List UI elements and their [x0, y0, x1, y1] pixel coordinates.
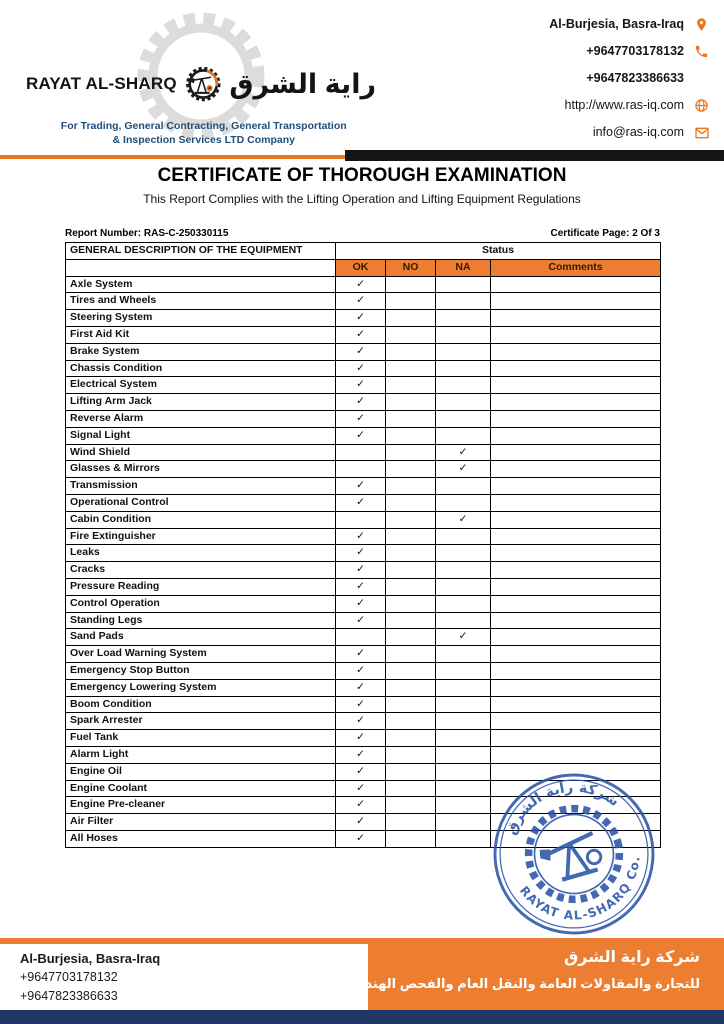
status-cell-ok: [336, 444, 386, 461]
status-cell-no: [386, 528, 436, 545]
status-cell-no: [386, 511, 436, 528]
comment-cell: [491, 377, 661, 394]
document-title: CERTIFICATE OF THOROUGH EXAMINATION: [157, 165, 567, 186]
status-cell-na: [436, 360, 491, 377]
equipment-item-label: Electrical System: [66, 377, 336, 394]
status-cell-no: [386, 662, 436, 679]
status-cell-ok: ✓: [336, 360, 386, 377]
contact-text: +9647703178132: [586, 44, 684, 58]
status-cell-na: ✓: [436, 461, 491, 478]
contact-line: [586, 43, 710, 60]
table-row: [66, 427, 661, 444]
table-row: [66, 646, 661, 663]
tagline-line-1: For Trading, General Contracting, General Transportation: [60, 120, 347, 132]
table-row: [66, 578, 661, 595]
column-header-no: NO: [386, 259, 436, 276]
contact-text: +9647823386633: [586, 71, 684, 85]
status-cell-na: [436, 326, 491, 343]
status-cell-ok: ✓: [336, 763, 386, 780]
equipment-item-label: Reverse Alarm: [66, 410, 336, 427]
status-cell-na: [436, 394, 491, 411]
comment-cell: [491, 713, 661, 730]
comment-cell: [491, 293, 661, 310]
equipment-item-label: Boom Condition: [66, 696, 336, 713]
stamp-text-english: RAYAT AL-SHARQ Co.: [516, 854, 643, 923]
contact-line: [586, 70, 710, 87]
table-header-row-2: [66, 259, 661, 276]
equipment-item-label: Operational Control: [66, 494, 336, 511]
company-name-ar: راية الشرق: [229, 68, 376, 99]
tagline-line-2: & Inspection Services LTD Company: [112, 133, 295, 146]
contact-text: http://www.ras-iq.com: [564, 98, 684, 112]
status-cell-ok: ✓: [336, 830, 386, 847]
equipment-item-label: Cabin Condition: [66, 511, 336, 528]
equipment-item-label: Alarm Light: [66, 746, 336, 763]
status-cell-na: [436, 545, 491, 562]
equipment-item-label: Air Filter: [66, 814, 336, 831]
table-row: [66, 746, 661, 763]
table-header-row-1: [66, 243, 661, 260]
status-cell-ok: [336, 629, 386, 646]
equipment-item-label: Pressure Reading: [66, 578, 336, 595]
comment-cell: [491, 494, 661, 511]
status-cell-ok: ✓: [336, 646, 386, 663]
empty-header-cell: [66, 259, 336, 276]
comment-cell: [491, 629, 661, 646]
comment-cell: [491, 545, 661, 562]
status-cell-ok: ✓: [336, 293, 386, 310]
equipment-item-label: Leaks: [66, 545, 336, 562]
status-cell-no: [386, 646, 436, 663]
table-row: [66, 730, 661, 747]
equipment-item-label: Fuel Tank: [66, 730, 336, 747]
status-cell-ok: ✓: [336, 545, 386, 562]
status-cell-ok: ✓: [336, 394, 386, 411]
table-row: [66, 696, 661, 713]
bottom-navy-bar: [0, 1010, 724, 1024]
status-cell-no: [386, 410, 436, 427]
status-cell-ok: ✓: [336, 494, 386, 511]
comment-cell: [491, 646, 661, 663]
no-icon: [693, 70, 710, 87]
table-row: [66, 511, 661, 528]
table-row: [66, 394, 661, 411]
status-cell-ok: ✓: [336, 679, 386, 696]
status-cell-ok: ✓: [336, 343, 386, 360]
status-cell-no: [386, 293, 436, 310]
status-cell-ok: ✓: [336, 310, 386, 327]
status-cell-no: [386, 478, 436, 495]
comment-cell: [491, 326, 661, 343]
contact-text: info@ras-iq.com: [592, 125, 684, 139]
status-cell-na: [436, 276, 491, 293]
table-row: [66, 528, 661, 545]
equipment-item-label: Signal Light: [66, 427, 336, 444]
table-row: [66, 444, 661, 461]
contact-line: [593, 124, 710, 141]
equipment-item-label: Spark Arrester: [66, 713, 336, 730]
report-meta: [65, 228, 660, 239]
stamp-pumpjack-icon: [538, 833, 605, 886]
status-cell-ok: [336, 461, 386, 478]
status-cell-ok: ✓: [336, 377, 386, 394]
table-row: [66, 461, 661, 478]
comment-cell: [491, 478, 661, 495]
status-cell-ok: ✓: [336, 276, 386, 293]
status-cell-na: [436, 612, 491, 629]
status-cell-no: [386, 713, 436, 730]
certificate-page-label: Certificate Page: 2 Of 3: [550, 228, 660, 239]
status-cell-ok: ✓: [336, 427, 386, 444]
status-cell-na: [436, 662, 491, 679]
status-cell-na: [436, 310, 491, 327]
status-cell-no: [386, 494, 436, 511]
comment-cell: [491, 679, 661, 696]
comment-cell: [491, 595, 661, 612]
column-header-ok: OK: [336, 259, 386, 276]
status-cell-no: [386, 276, 436, 293]
equipment-item-label: Over Load Warning System: [66, 646, 336, 663]
table-row: [66, 326, 661, 343]
status-cell-no: [386, 612, 436, 629]
status-cell-ok: ✓: [336, 696, 386, 713]
status-cell-ok: ✓: [336, 612, 386, 629]
equipment-item-label: Engine Coolant: [66, 780, 336, 797]
phone-icon: [693, 43, 710, 60]
status-cell-no: [386, 595, 436, 612]
equipment-item-label: Engine Oil: [66, 763, 336, 780]
status-cell-ok: ✓: [336, 578, 386, 595]
table-row: [66, 662, 661, 679]
comment-cell: [491, 578, 661, 595]
status-cell-no: [386, 545, 436, 562]
equipment-item-label: Tires and Wheels: [66, 293, 336, 310]
equipment-item-label: Cracks: [66, 562, 336, 579]
status-cell-no: [386, 377, 436, 394]
status-cell-no: [386, 763, 436, 780]
footer-arabic-block: [278, 947, 700, 995]
comment-cell: [491, 444, 661, 461]
status-cell-na: [436, 494, 491, 511]
status-cell-na: [436, 578, 491, 595]
status-cell-no: [386, 696, 436, 713]
globe-icon: [693, 97, 710, 114]
comment-cell: [491, 276, 661, 293]
status-cell-na: [436, 377, 491, 394]
equipment-item-label: Lifting Arm Jack: [66, 394, 336, 411]
status-cell-ok: ✓: [336, 528, 386, 545]
equipment-item-label: Engine Pre-cleaner: [66, 797, 336, 814]
column-header-comments: Comments: [491, 259, 661, 276]
status-cell-no: [386, 746, 436, 763]
comment-cell: [491, 343, 661, 360]
comment-cell: [491, 310, 661, 327]
comment-cell: [491, 511, 661, 528]
status-cell-no: [386, 360, 436, 377]
status-cell-ok: ✓: [336, 746, 386, 763]
footer-phone-1: +9647703178132: [20, 970, 118, 984]
report-number-label: Report Number:: [65, 228, 142, 239]
status-cell-na: [436, 730, 491, 747]
status-cell-ok: ✓: [336, 713, 386, 730]
equipment-item-label: Emergency Lowering System: [66, 679, 336, 696]
pumpjack-gear-logo-icon: [184, 48, 223, 120]
table-row: [66, 343, 661, 360]
equipment-item-label: Glasses & Mirrors: [66, 461, 336, 478]
table-row: [66, 360, 661, 377]
equipment-item-label: Steering System: [66, 310, 336, 327]
status-cell-ok: ✓: [336, 326, 386, 343]
status-cell-ok: ✓: [336, 595, 386, 612]
company-name-en: RAYAT AL-SHARQ: [26, 74, 177, 93]
table-row: [66, 310, 661, 327]
status-cell-ok: ✓: [336, 814, 386, 831]
contact-list: [549, 16, 710, 141]
comment-cell: [491, 696, 661, 713]
status-cell-ok: ✓: [336, 780, 386, 797]
status-cell-na: [436, 427, 491, 444]
equipment-table: [65, 242, 661, 848]
status-cell-no: [386, 830, 436, 847]
equipment-item-label: Standing Legs: [66, 612, 336, 629]
status-cell-na: [436, 696, 491, 713]
equipment-item-label: All Hoses: [66, 830, 336, 847]
equipment-item-label: Brake System: [66, 343, 336, 360]
status-cell-ok: ✓: [336, 562, 386, 579]
status-cell-na: ✓: [436, 511, 491, 528]
table-row: [66, 293, 661, 310]
status-cell-no: [386, 461, 436, 478]
table-row: [66, 276, 661, 293]
equipment-item-label: Chassis Condition: [66, 360, 336, 377]
table-row: [66, 595, 661, 612]
equipment-item-label: First Aid Kit: [66, 326, 336, 343]
status-cell-no: [386, 394, 436, 411]
contact-text: Al-Burjesia, Basra-Iraq: [549, 17, 684, 31]
black-divider: [345, 150, 724, 161]
table-row: [66, 377, 661, 394]
equipment-item-label: Emergency Stop Button: [66, 662, 336, 679]
comment-cell: [491, 662, 661, 679]
contact-line: [549, 16, 710, 33]
table-row: [66, 410, 661, 427]
status-cell-na: [436, 343, 491, 360]
comment-cell: [491, 612, 661, 629]
status-cell-no: [386, 730, 436, 747]
comment-cell: [491, 427, 661, 444]
status-cell-na: ✓: [436, 629, 491, 646]
comment-cell: [491, 360, 661, 377]
status-cell-ok: ✓: [336, 662, 386, 679]
footer-description-arabic: للتجارة والمقاولات العامة والنقل العام والفحص الهندسي المحدودة: [278, 976, 700, 991]
equipment-item-label: Wind Shield: [66, 444, 336, 461]
status-cell-no: [386, 814, 436, 831]
comment-cell: [491, 730, 661, 747]
table-row: [66, 545, 661, 562]
status-cell-ok: ✓: [336, 797, 386, 814]
status-cell-no: [386, 427, 436, 444]
status-cell-ok: [336, 511, 386, 528]
status-cell-no: [386, 343, 436, 360]
status-cell-no: [386, 679, 436, 696]
contact-line: [565, 97, 710, 114]
status-cell-no: [386, 326, 436, 343]
status-cell-na: [436, 746, 491, 763]
stamp-text-arabic: شركة راية الشرق: [503, 779, 622, 838]
status-cell-no: [386, 444, 436, 461]
status-cell-no: [386, 797, 436, 814]
equipment-item-label: Transmission: [66, 478, 336, 495]
footer-address: Al-Burjesia, Basra-Iraq: [20, 951, 161, 966]
report-number-value: RAS-C-250330115: [143, 228, 229, 239]
status-cell-ok: ✓: [336, 478, 386, 495]
status-header: Status: [336, 243, 661, 260]
comment-cell: [491, 562, 661, 579]
document-subtitle: This Report Complies with the Lifting Operation and Lifting Equipment Regulations: [143, 192, 581, 206]
status-cell-na: [436, 410, 491, 427]
comment-cell: [491, 461, 661, 478]
status-cell-na: ✓: [436, 444, 491, 461]
table-row: [66, 713, 661, 730]
table-row: [66, 679, 661, 696]
comment-cell: [491, 394, 661, 411]
table-row: [66, 562, 661, 579]
status-cell-no: [386, 629, 436, 646]
footer: [0, 938, 724, 1010]
status-cell-na: [436, 646, 491, 663]
status-cell-no: [386, 310, 436, 327]
location-pin-icon: [693, 16, 710, 33]
table-row: [66, 629, 661, 646]
company-tagline: [20, 120, 388, 147]
status-cell-na: [436, 595, 491, 612]
comment-cell: [491, 746, 661, 763]
footer-company-arabic: شركة راية الشرق: [563, 949, 700, 966]
status-cell-na: [436, 763, 491, 780]
status-cell-ok: ✓: [336, 730, 386, 747]
email-icon: [693, 124, 710, 141]
comment-cell: [491, 410, 661, 427]
status-cell-na: [436, 713, 491, 730]
status-cell-ok: ✓: [336, 410, 386, 427]
company-logo: [26, 8, 376, 156]
status-cell-na: [436, 528, 491, 545]
equipment-item-label: Control Operation: [66, 595, 336, 612]
footer-phone-2: +9647823386633: [20, 989, 118, 1003]
status-cell-no: [386, 562, 436, 579]
status-cell-no: [386, 780, 436, 797]
status-cell-na: [436, 293, 491, 310]
status-cell-na: [436, 562, 491, 579]
description-header: GENERAL DESCRIPTION OF THE EQUIPMENT: [66, 243, 336, 260]
table-row: [66, 478, 661, 495]
column-header-na: NA: [436, 259, 491, 276]
status-cell-no: [386, 578, 436, 595]
equipment-rows: [66, 276, 661, 847]
equipment-item-label: Axle System: [66, 276, 336, 293]
equipment-item-label: Sand Pads: [66, 629, 336, 646]
equipment-item-label: Fire Extinguisher: [66, 528, 336, 545]
status-cell-na: [436, 679, 491, 696]
table-row: [66, 612, 661, 629]
table-row: [66, 494, 661, 511]
status-cell-na: [436, 478, 491, 495]
report-number: [65, 228, 228, 239]
comment-cell: [491, 528, 661, 545]
